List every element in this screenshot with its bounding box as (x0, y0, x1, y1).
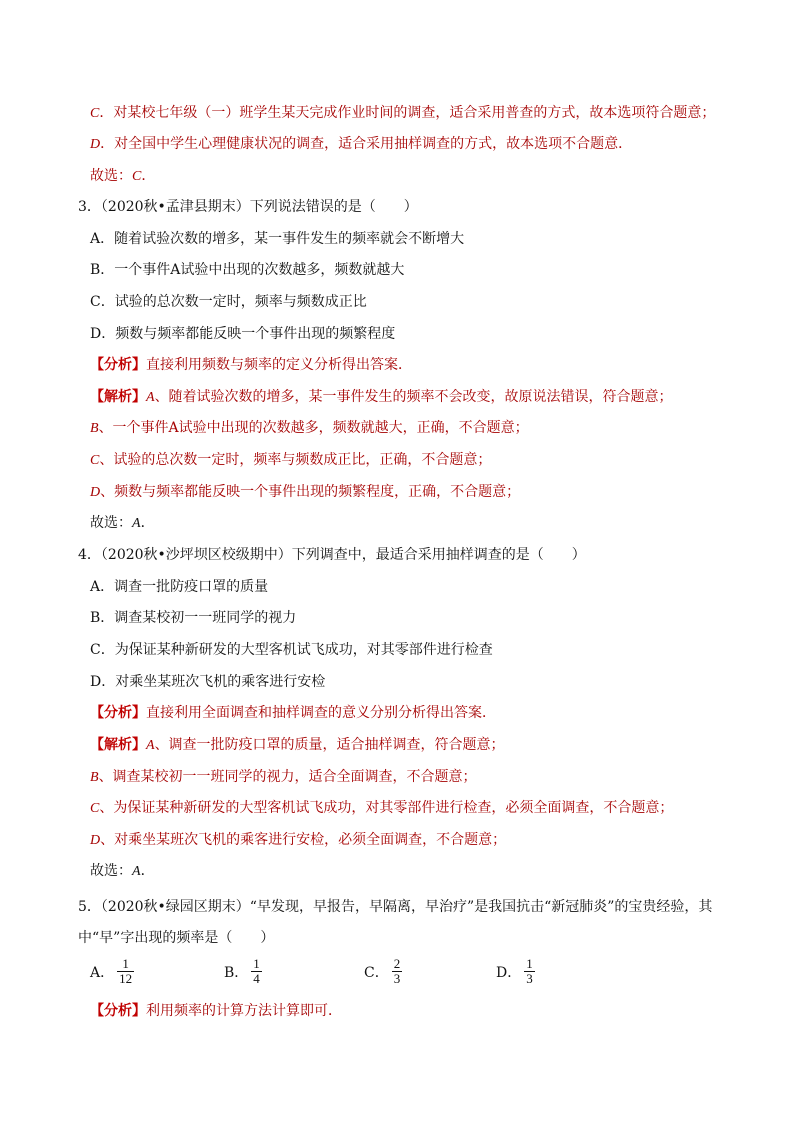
q3-analysis: 【分析】直接利用频数与频率的定义分析得出答案． (90, 357, 412, 373)
prev-answer-line: 故选：C． (90, 168, 156, 184)
q5-stem-line1: 5．（2020秋•绿园区期末）“早发现，早报告，早隔离，早治疗”是我国抗击“新冠肺炎”的宝贵经验，其 (78, 899, 713, 915)
q4-option-d: D．对乘坐某班次飞机的乘客进行安检 (90, 674, 326, 690)
fraction: $\frac{1}{3}$ (526, 956, 533, 986)
q3-answer: 故选：A． (90, 515, 155, 531)
q4-option-c: C．为保证某种新研发的大型客机试飞成功，对其零部件进行检查 (90, 642, 493, 658)
q4-stem: 4．（2020秋•沙坪坝区校级期中）下列调查中，最适合采用抽样调查的是（ ） (78, 547, 586, 563)
q3-option-d: D．频数与频率都能反映一个事件出现的频繁程度 (90, 326, 396, 342)
q4-answer: 故选：A． (90, 863, 155, 879)
q4-solution-d: D、对乘坐某班次飞机的乘客进行安检，必须全面调查，不合题意； (90, 832, 507, 848)
q3-option-c: C．试验的总次数一定时，频率与频数成正比 (90, 294, 367, 310)
q4-solution-b: B、调查某校初一一班同学的视力，适合全面调查，不合题意； (90, 769, 477, 785)
fraction: $\frac{1}{12}$ (119, 956, 133, 986)
q4-option-a: A．调查一批防疫口罩的质量 (90, 579, 269, 595)
q4-solution-c: C、为保证某种新研发的大型客机试飞成功，对其零部件进行检查，必须全面调查，不合题意； (90, 800, 674, 816)
q4-solution-a: 【解析】A、调查一批防疫口罩的质量，适合抽样调查，符合题意； (90, 737, 505, 753)
fraction: $\frac{2}{3}$ (393, 956, 401, 986)
q3-solution-c: C、试验的总次数一定时，频率与频数成正比，正确，不合题意； (90, 452, 492, 468)
q3-stem: 3．（2020秋•孟津县期末）下列说法错误的是（ ） (78, 199, 418, 215)
q4-option-b: B．调查某校初一一班同学的视力 (90, 610, 297, 626)
prev-solution-d-line: D．对全国中学生心理健康状况的调查，适合采用抽样调查的方式，故本选项不合题意． (90, 136, 633, 152)
q3-solution-b: B、一个事件A试验中出现的次数越多，频数就越大，正确，不合题意； (90, 420, 529, 436)
q3-solution-a: 【解析】A、随着试验次数的增多，某一事件发生的频率不会改变，故原说法错误，符合题意； (90, 389, 673, 405)
q5-option-b: B． $\frac{1}{4}$ (224, 956, 260, 986)
q5-option-a: A． $\frac{1}{12}$ (90, 956, 133, 986)
q5-option-d: D． $\frac{1}{3}$ (496, 956, 533, 986)
prev-solution-c-line: C．对某校七年级（一）班学生某天完成作业时间的调查，适合采用普查的方式，故本选项符合题意； (90, 105, 716, 121)
q5-analysis: 【分析】利用频率的计算方法计算即可． (90, 1003, 342, 1019)
q3-option-a: A．随着试验次数的增多，某一事件发生的频率就会不断增大 (90, 231, 465, 247)
fraction: $\frac{1}{4}$ (253, 956, 260, 986)
q4-analysis: 【分析】直接利用全面调查和抽样调查的意义分别分析得出答案． (90, 705, 496, 721)
q5-stem-line2: 中“早”字出现的频率是（ ） (78, 930, 275, 946)
q3-solution-d: D、频数与频率都能反映一个事件出现的频繁程度，正确，不合题意； (90, 484, 521, 500)
q3-option-b: B．一个事件A试验中出现的次数越多，频数就越大 (90, 262, 405, 278)
q5-option-c: C． $\frac{2}{3}$ (364, 956, 401, 986)
